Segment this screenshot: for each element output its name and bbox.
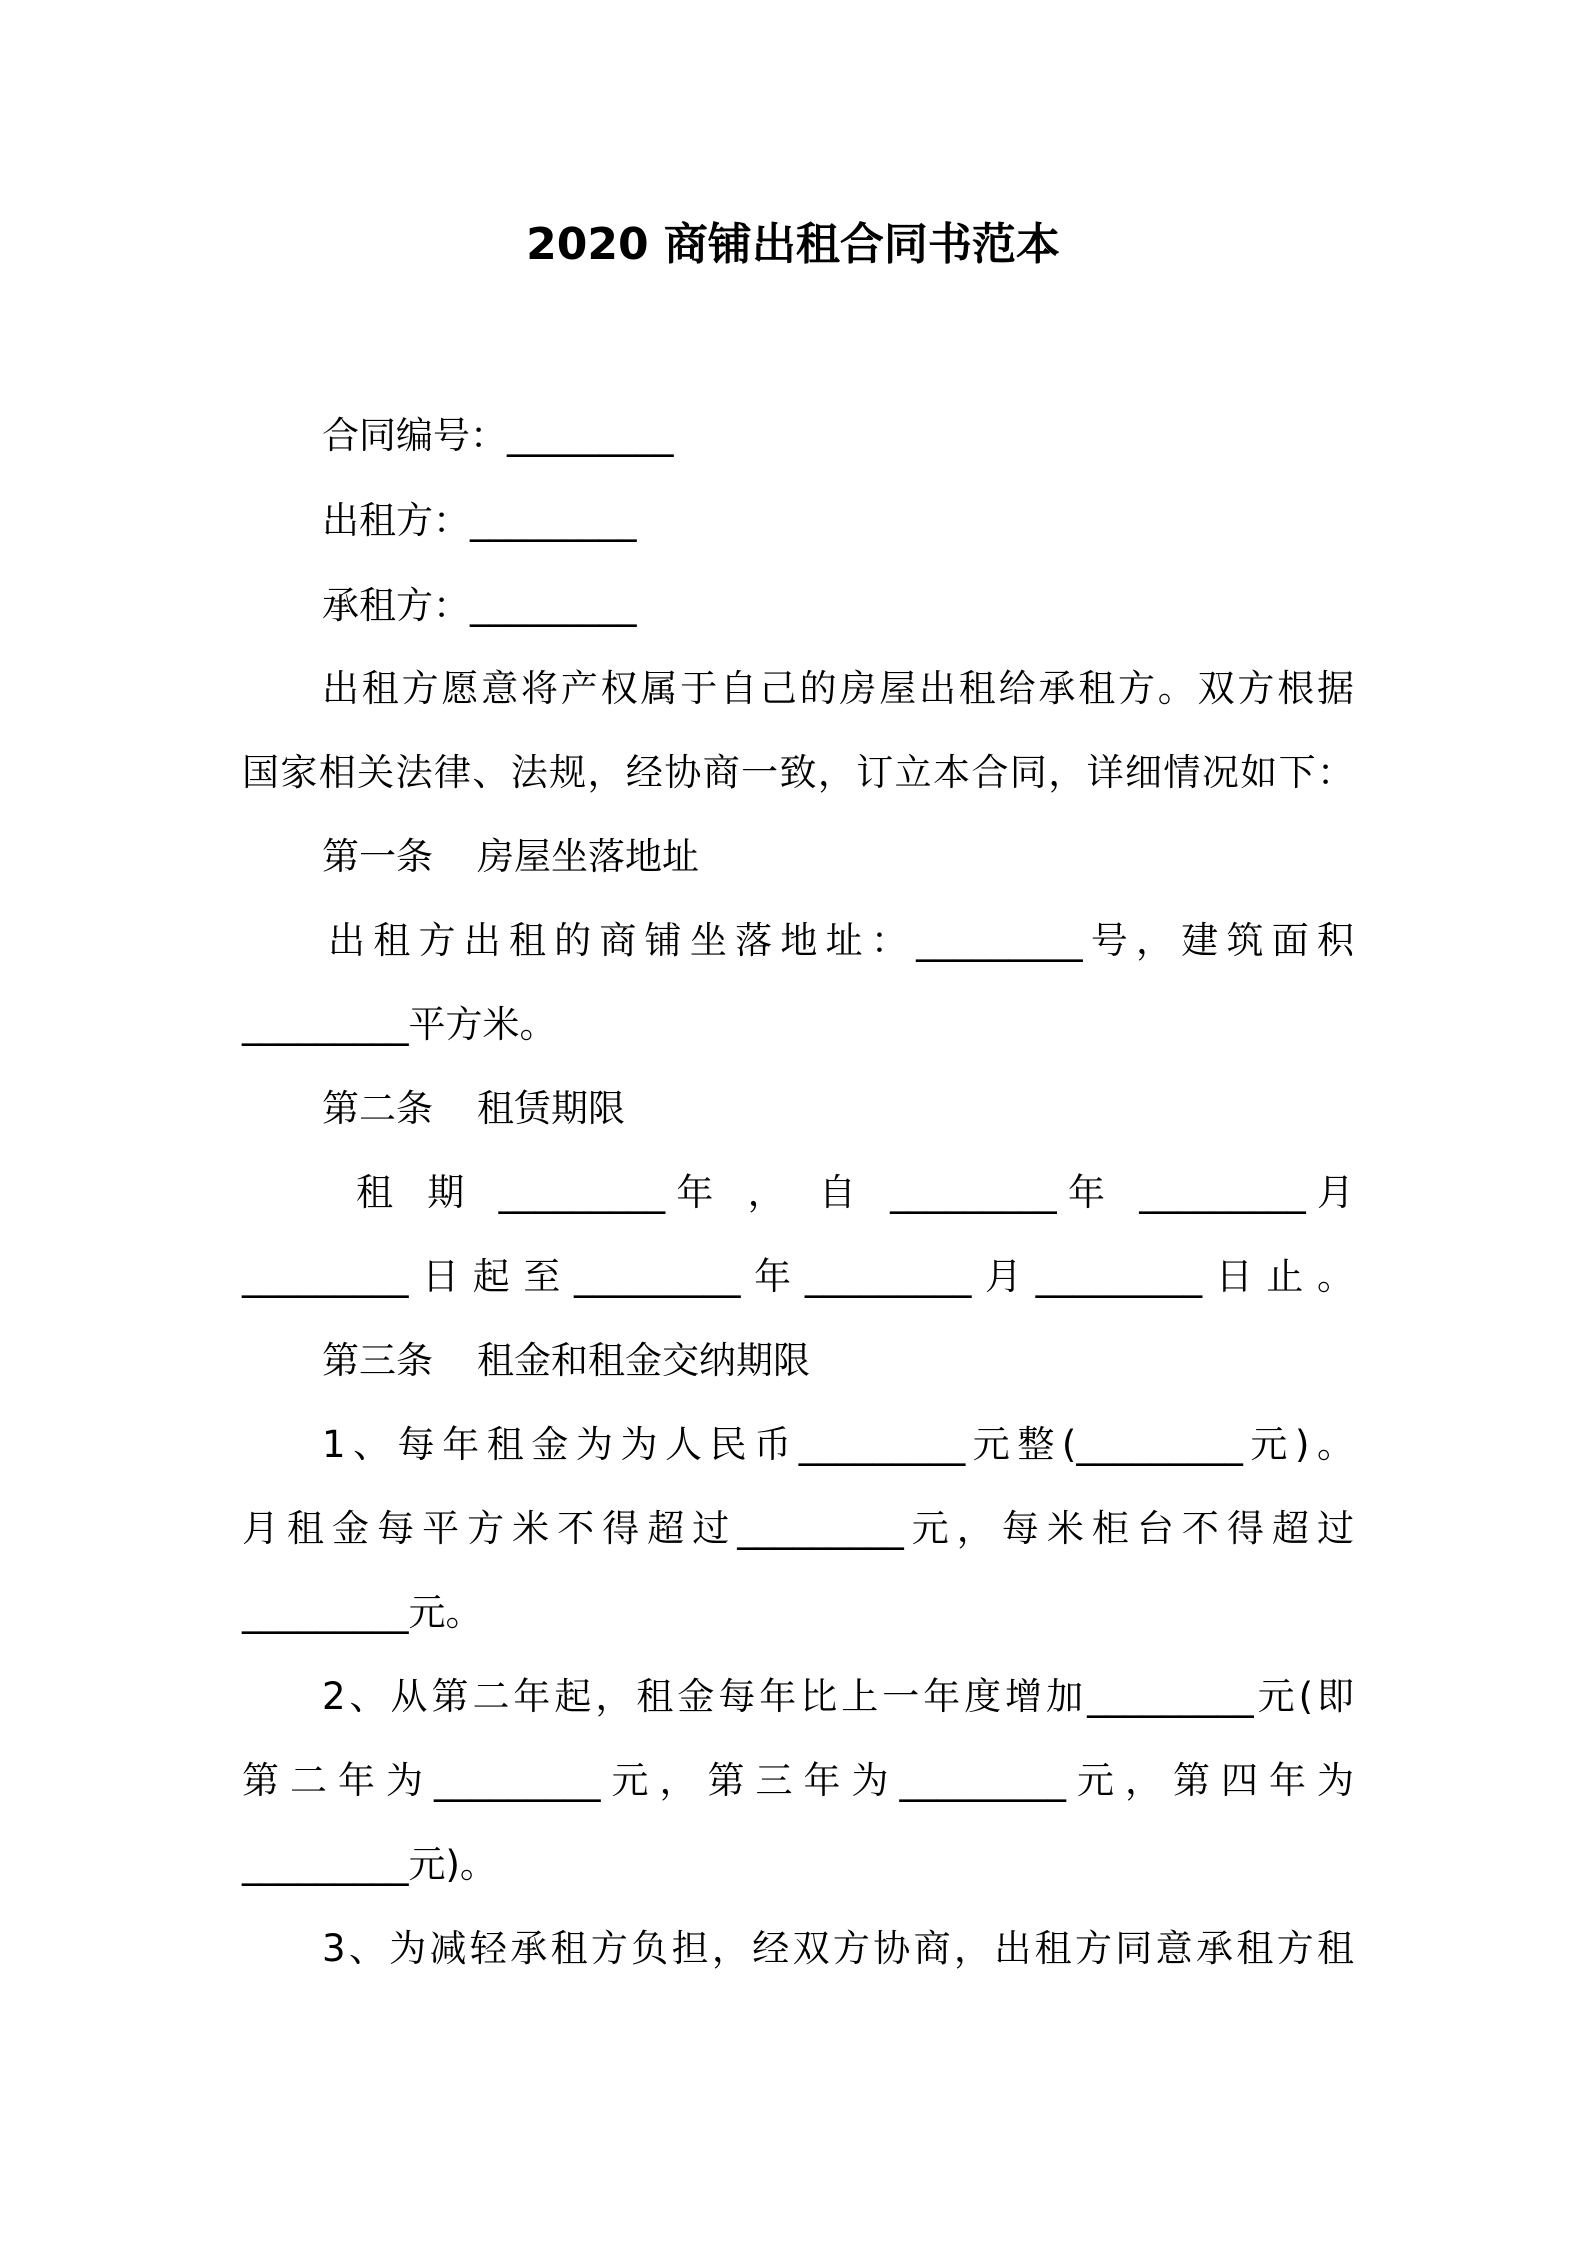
contract-number-field: 合同编号：_________ (322, 414, 674, 457)
article-3-line-6: _________元)。 (242, 1843, 497, 1886)
intro-line-1: 出租方愿意将产权属于自己的房屋出租给承租方。双方根据 (322, 667, 1354, 710)
article-3-line-1: 1、每年租金为为人民币_________元整(_________元)。 (322, 1423, 1354, 1466)
article-3-label: 第三条 (322, 1339, 433, 1382)
article-2-heading (322, 1083, 625, 1135)
article-3-line-2: 月租金每平方米不得超过_________元，每米柜台不得超过 (242, 1507, 1354, 1550)
article-1-line-1: 出租方出租的商铺坐落地址：_________号，建筑面积 (328, 919, 1354, 962)
article-1-title: 房屋坐落地址 (477, 835, 699, 878)
article-3-title: 租金和租金交纳期限 (477, 1339, 810, 1382)
lessor-field: 出租方：_________ (322, 499, 637, 542)
article-3-line-7: 3、为减轻承租方负担，经双方协商，出租方同意承租方租 (322, 1927, 1354, 1970)
article-1-label: 第一条 (322, 835, 433, 878)
article-3-line-5: 第二年为_________元，第三年为_________元，第四年为 (242, 1759, 1354, 1802)
article-2-line-2: _________日起至_________年_________月_________日止。 (242, 1255, 1354, 1298)
article-3-heading (322, 1335, 810, 1387)
article-1-line-2: _________平方米。 (242, 1003, 557, 1046)
article-1-heading (322, 831, 699, 883)
lessee-field: 承租方：_________ (322, 584, 637, 627)
article-2-title: 租赁期限 (477, 1087, 625, 1130)
intro-line-2: 国家相关法律、法规，经协商一致，订立本合同，详细情况如下： (242, 751, 1354, 794)
article-3-line-4: 2、从第二年起，租金每年比上一年度增加_________元(即 (322, 1675, 1354, 1718)
document-title: 2020 商铺出租合同书范本 (526, 219, 1060, 270)
article-3-line-3: _________元。 (242, 1591, 483, 1634)
article-2-label: 第二条 (322, 1087, 433, 1130)
article-2-line-1: 租 期 _________年 ， 自 _________年 _________月 (356, 1171, 1354, 1214)
